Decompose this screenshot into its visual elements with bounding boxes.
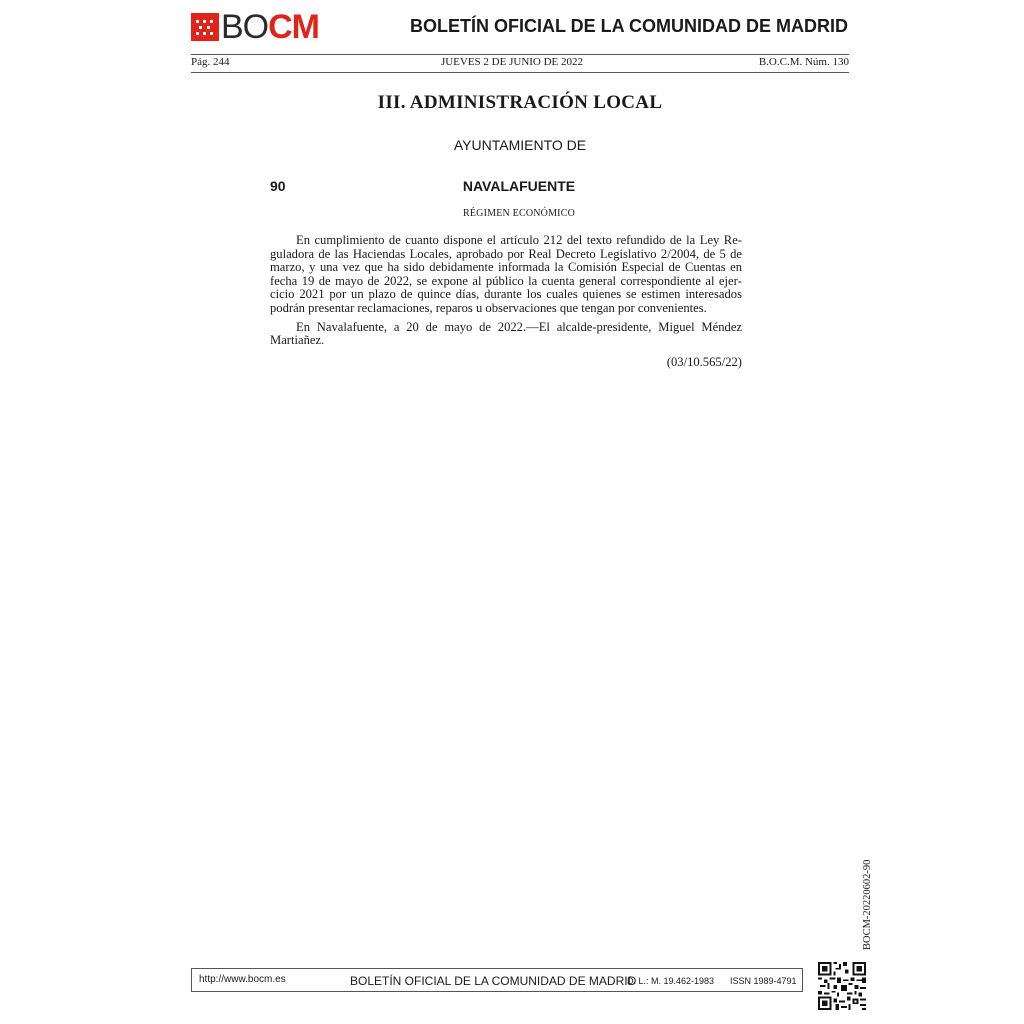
subject-heading: RÉGIMEN ECONÓMICO <box>462 208 575 219</box>
section-title: III. ADMINISTRACIÓN LOCAL <box>377 92 663 113</box>
header-rule-top <box>191 54 849 55</box>
logo-wordmark <box>221 8 320 46</box>
entry-number: 90 <box>270 178 286 194</box>
masthead-title: BOLETÍN OFICIAL DE LA COMUNIDAD DE MADRID <box>410 16 848 36</box>
body-paragraph-2: En Navalafuente, a 20 de mayo de 2022.—El alcalde-presidente, Miguel Méndez Martiañez. <box>270 319 742 348</box>
footer-legal-deposit: D. L.: M. 19.462-1983 <box>627 976 715 986</box>
footer-url[interactable]: http://www.bocm.es <box>199 974 286 985</box>
logo-suffix: CM <box>268 8 320 46</box>
bocm-side-code: BOCM-20220602-90 <box>862 859 873 950</box>
issue-number: B.O.C.M. Núm. 130 <box>758 56 849 68</box>
authority-heading: AYUNTAMIENTO DE <box>453 137 587 153</box>
madrid-flag-icon <box>191 13 219 41</box>
header-rule-bottom <box>191 72 849 73</box>
footer-title: BOLETÍN OFICIAL DE LA COMUNIDAD DE MADRID <box>350 974 637 988</box>
qr-code-icon <box>818 962 866 1010</box>
announcement-reference: (03/10.565/22) <box>666 355 742 369</box>
announcement-body <box>270 234 742 353</box>
bocm-logo <box>191 8 320 46</box>
page-number: Pág. 244 <box>191 56 230 68</box>
issue-date: JUEVES 2 DE JUNIO DE 2022 <box>440 56 584 68</box>
logo-prefix: BO <box>221 8 269 46</box>
body-paragraph-1: En cumplimiento de cuanto dispone el artículo 212 del texto refundido de la Ley Reguladora de las Haciendas Locales, aprobado por Real Decreto Legislativo 2/2004, de 5 de marzo, y una vez que ha sido debidamente informada la Comisión Especial de Cuentas en fecha 19 de mayo de 2022, se expone al público la cuenta general correspondiente al ejercicio 2021 por un plazo de quince días, durante los cuales quienes se estimen interesados podrán presentar reclamaciones, reparos u observaciones que tengan por convenientes. <box>270 233 742 315</box>
municipality-heading: NAVALAFUENTE <box>462 178 576 194</box>
footer-issn: ISSN 1989-4791 <box>730 976 797 986</box>
